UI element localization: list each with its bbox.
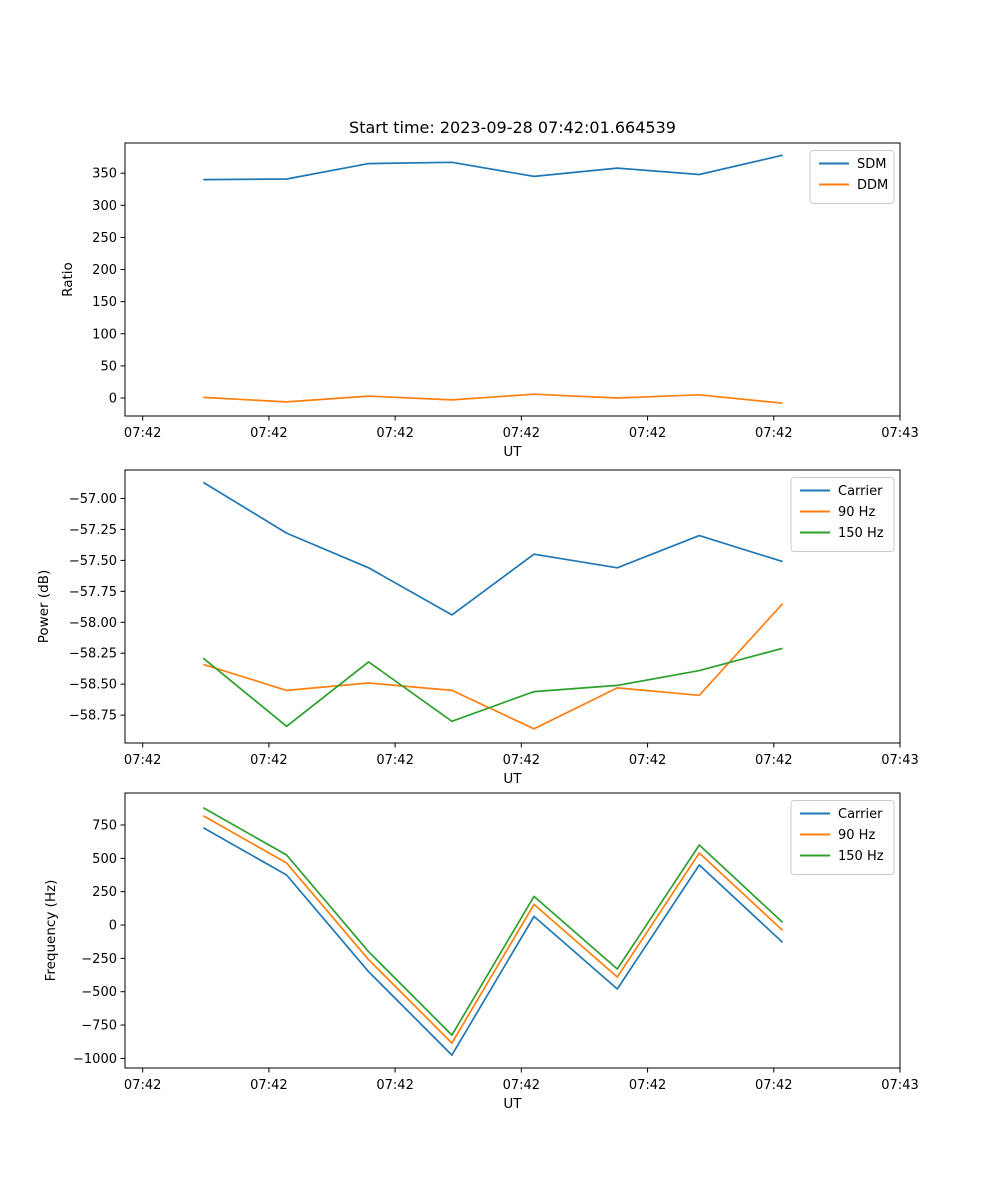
y-tick-label: 0 bbox=[108, 918, 117, 934]
legend-label: Carrier bbox=[838, 484, 883, 499]
y-tick-label: −1000 bbox=[73, 1051, 117, 1067]
y-tick-label: 200 bbox=[92, 263, 117, 279]
x-tick-label: 07:42 bbox=[376, 1078, 414, 1093]
x-axis-label: UT bbox=[503, 1096, 522, 1112]
y-tick-label: −58.75 bbox=[68, 708, 117, 724]
y-tick-label: −250 bbox=[81, 951, 117, 967]
x-tick-label: 07:42 bbox=[628, 1078, 667, 1093]
y-tick-label: −500 bbox=[81, 985, 117, 1001]
y-tick-label: 300 bbox=[92, 198, 117, 214]
y-tick-label: −58.25 bbox=[68, 646, 117, 662]
y-tick-label: 100 bbox=[92, 327, 117, 343]
chart-2 bbox=[43, 793, 919, 1112]
y-tick-label: 350 bbox=[92, 166, 117, 182]
plot-area bbox=[125, 793, 900, 1068]
plot-area bbox=[125, 143, 900, 416]
legend-label: Carrier bbox=[838, 807, 883, 822]
y-tick-label: 250 bbox=[92, 230, 117, 246]
plot-area bbox=[125, 470, 900, 743]
legend-label: 90 Hz bbox=[838, 828, 876, 843]
y-tick-label: 500 bbox=[92, 851, 117, 867]
x-tick-label: 07:42 bbox=[250, 426, 288, 441]
x-tick-label: 07:42 bbox=[755, 753, 793, 768]
legend-label: 90 Hz bbox=[838, 505, 876, 520]
legend bbox=[810, 151, 894, 204]
x-tick-label: 07:43 bbox=[881, 1078, 919, 1093]
chart-1 bbox=[36, 470, 919, 787]
x-tick-label: 07:42 bbox=[250, 1078, 288, 1093]
x-tick-label: 07:42 bbox=[123, 1078, 162, 1093]
x-tick-label: 07:42 bbox=[755, 1078, 793, 1093]
x-axis-label: UT bbox=[503, 444, 522, 460]
y-tick-label: 50 bbox=[100, 359, 117, 375]
x-tick-label: 07:43 bbox=[881, 753, 919, 768]
x-tick-label: 07:42 bbox=[628, 753, 667, 768]
y-axis-label: Power (dB) bbox=[36, 569, 52, 644]
y-axis-label: Ratio bbox=[60, 262, 76, 297]
y-tick-label: 150 bbox=[92, 295, 117, 311]
x-tick-label: 07:42 bbox=[628, 426, 667, 441]
legend bbox=[791, 801, 894, 875]
y-tick-label: 0 bbox=[108, 391, 117, 407]
figure-title: Start time: 2023-09-28 07:42:01.664539 bbox=[349, 118, 676, 137]
y-tick-label: −57.00 bbox=[68, 491, 117, 507]
x-tick-label: 07:42 bbox=[250, 753, 288, 768]
x-tick-label: 07:42 bbox=[755, 426, 793, 441]
x-tick-label: 07:42 bbox=[502, 1078, 541, 1093]
y-tick-label: −57.75 bbox=[68, 584, 117, 600]
x-tick-label: 07:42 bbox=[502, 753, 541, 768]
x-tick-label: 07:42 bbox=[123, 753, 162, 768]
legend-label: SDM bbox=[857, 157, 887, 172]
x-tick-label: 07:42 bbox=[502, 426, 541, 441]
y-tick-label: −57.25 bbox=[68, 522, 117, 538]
x-tick-label: 07:42 bbox=[376, 753, 414, 768]
legend bbox=[791, 478, 894, 552]
x-tick-label: 07:42 bbox=[376, 426, 414, 441]
y-axis-label: Frequency (Hz) bbox=[43, 879, 59, 982]
y-tick-label: 750 bbox=[92, 818, 117, 834]
x-axis-label: UT bbox=[503, 771, 522, 787]
y-tick-label: −58.00 bbox=[68, 615, 117, 631]
legend-label: 150 Hz bbox=[838, 849, 884, 864]
y-tick-label: 250 bbox=[92, 885, 117, 901]
x-tick-label: 07:42 bbox=[123, 426, 162, 441]
x-tick-label: 07:43 bbox=[881, 426, 919, 441]
y-tick-label: −58.50 bbox=[68, 677, 117, 693]
legend-label: 150 Hz bbox=[838, 526, 884, 541]
legend-label: DDM bbox=[857, 178, 889, 193]
chart-0 bbox=[60, 143, 919, 460]
y-tick-label: −750 bbox=[81, 1018, 117, 1034]
y-tick-label: −57.50 bbox=[68, 553, 117, 569]
